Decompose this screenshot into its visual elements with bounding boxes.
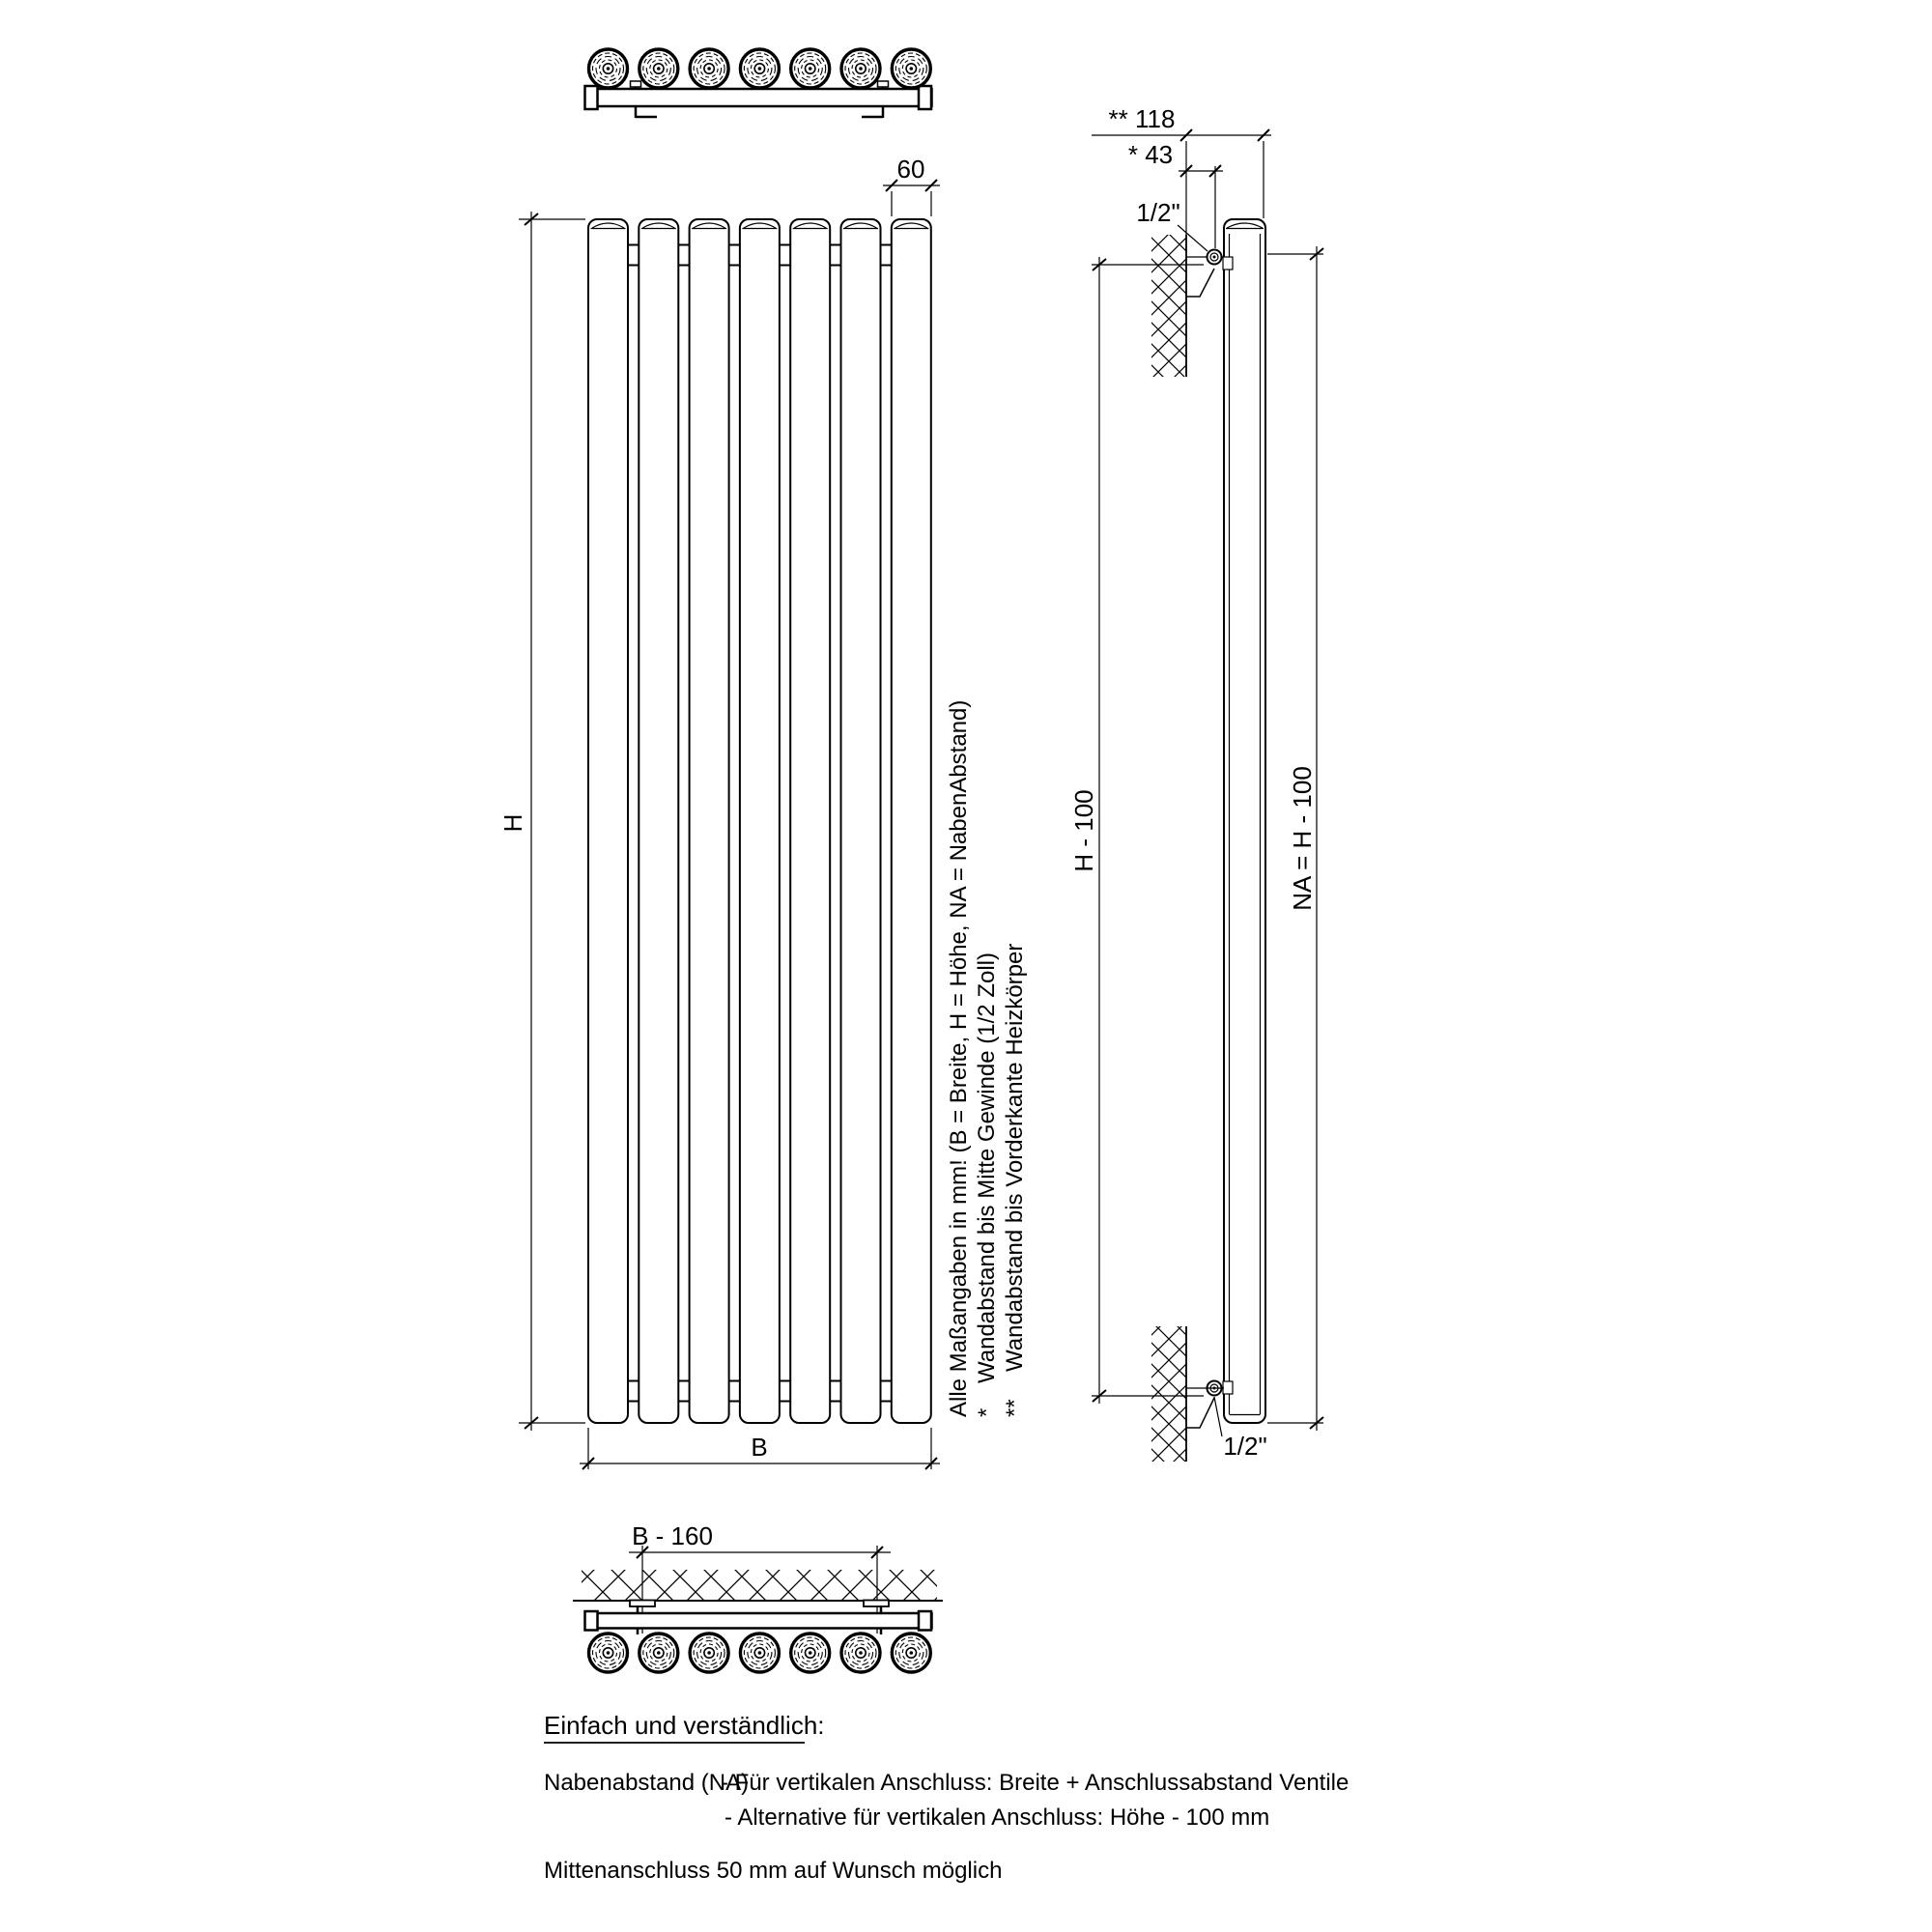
tube-cross-section: [892, 49, 930, 88]
tube-cross-section: [841, 49, 880, 88]
leader-bottom: [1214, 1397, 1222, 1436]
front-view: [498, 155, 940, 1469]
dim-hub-spacing: [1267, 246, 1323, 1431]
note-units: Alle Maßangaben in mm! (B = Breite, H = Höhe, NA = NabenAbstand): [946, 699, 972, 1417]
tube-cross-section: [892, 1634, 930, 1672]
footer-heading: Einfach und verständlich:: [544, 1711, 825, 1740]
bracket-plate: [864, 1601, 889, 1607]
dim-width: [580, 1428, 940, 1469]
dim-height: [498, 212, 585, 1431]
footer-term: Nabenabstand (NA): [544, 1770, 750, 1796]
wall-bracket-bottom: [1186, 1398, 1214, 1428]
front-view-panels: [588, 219, 931, 1423]
wall-hatch-top: [1151, 235, 1186, 377]
radiator-tube-front: [790, 219, 830, 1423]
side-view: [1069, 104, 1323, 1462]
wall-bracket-top: [1186, 269, 1214, 297]
collector-end-cap: [585, 86, 598, 109]
top-view: [585, 49, 932, 118]
radiator-profile: [1224, 219, 1265, 1423]
footer-definition-1: - Für vertikalen Anschluss: Breite + Anschlussabstand Ventile: [721, 1770, 1350, 1796]
bottom-view: [573, 1521, 943, 1672]
tube-cross-section: [690, 1634, 728, 1672]
dim-label-bracket-spacing: B - 160: [632, 1521, 713, 1550]
tube-cross-section: [740, 1634, 779, 1672]
collector-end-cap: [585, 1611, 598, 1631]
radiator-tube-front: [690, 219, 729, 1423]
note-star-marker: *: [974, 1407, 1000, 1417]
footer-text-block: [544, 1711, 1349, 1884]
dim-label-height-minus-100: H - 100: [1069, 789, 1098, 872]
dim-label-width: B: [751, 1433, 768, 1462]
radiator-tube-front: [588, 219, 628, 1423]
footer-definition-2: - Alternative für vertikalen Anschluss: Höhe - 100 mm: [724, 1804, 1270, 1831]
bracket-clip: [631, 81, 641, 87]
bracket-plate: [630, 1601, 655, 1607]
tube-cross-section: [791, 49, 830, 88]
dim-height-minus-100: [1069, 257, 1204, 1404]
dim-label-wall-to-thread: * 43: [1127, 140, 1174, 169]
wall-hatch: [582, 1570, 937, 1601]
dim-label-wall-to-front: ** 118: [1108, 104, 1176, 133]
thread-label-bottom: 1/2": [1223, 1432, 1267, 1461]
dim-wall-to-thread: [1128, 140, 1223, 248]
radiator-tube-front: [639, 219, 678, 1423]
dim-wall-to-front: [1092, 104, 1271, 235]
thread-boss-bottom: [1223, 1381, 1233, 1394]
bracket-clip: [878, 81, 889, 87]
tube-cross-section: [791, 1634, 830, 1672]
tube-cross-sections-bottom: [589, 1634, 931, 1672]
radiator-tube-front: [740, 219, 780, 1423]
thread-boss-top: [1223, 257, 1233, 270]
collector-bar: [587, 1613, 932, 1629]
vertical-notes: [946, 700, 1028, 1417]
thread-fitting-top: [1208, 250, 1222, 265]
radiator-tube-front: [892, 219, 931, 1423]
tube-cross-section: [740, 49, 779, 88]
tube-cross-section: [639, 1634, 678, 1672]
note-double-star-marker: **: [1002, 1399, 1028, 1417]
dim-label-height: H: [498, 813, 527, 833]
tube-cross-section: [589, 1634, 628, 1672]
radiator-tube-front: [841, 219, 881, 1423]
collector-end-cap: [919, 1611, 931, 1631]
tube-cross-section: [841, 1634, 880, 1672]
dim-tube-width: [883, 155, 940, 216]
note-double-star-text: Wandabstand bis Vorderkante Heizkörper: [1002, 943, 1028, 1372]
dim-label-hub-spacing: NA = H - 100: [1288, 766, 1317, 911]
dim-label-tube-width: 60: [896, 155, 925, 184]
collector-end-cap: [919, 86, 931, 109]
tube-cross-section: [639, 49, 678, 88]
note-star-text: Wandabstand bis Mitte Gewinde (1/2 Zoll): [974, 952, 1000, 1383]
wall-hatch-bottom: [1151, 1326, 1186, 1462]
thread-label-top: 1/2": [1136, 198, 1180, 227]
collector-bar: [587, 89, 932, 106]
tube-cross-section: [589, 49, 628, 88]
tube-cross-section: [690, 49, 728, 88]
footer-note: Mittenanschluss 50 mm auf Wunsch möglich: [544, 1858, 1003, 1884]
